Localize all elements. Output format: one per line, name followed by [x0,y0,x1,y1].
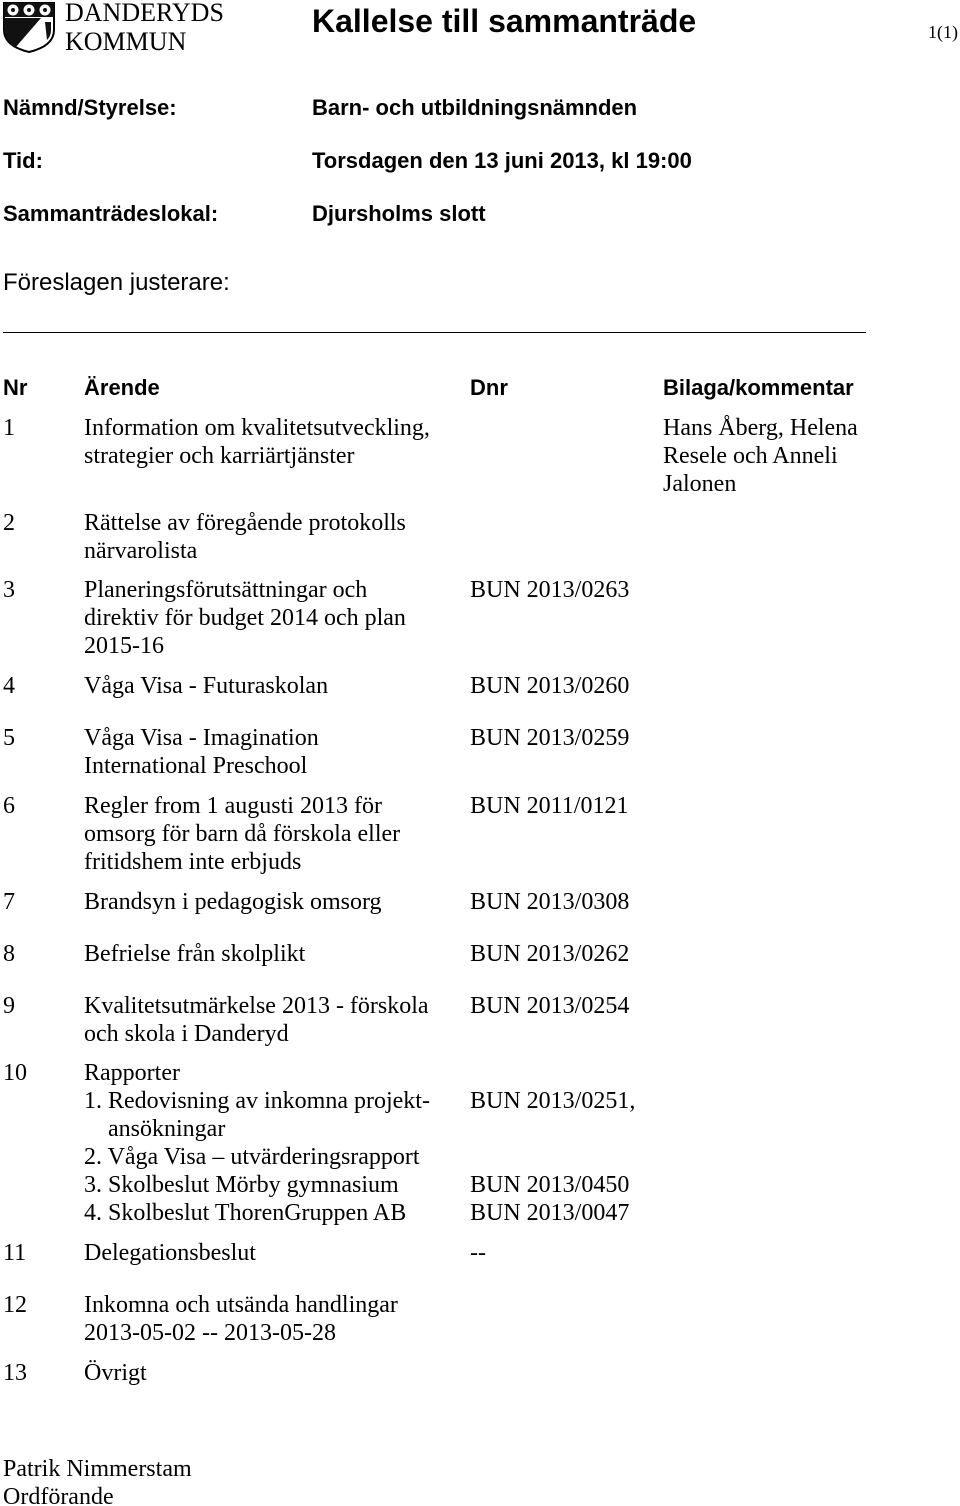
item-number: 9 [3,993,15,1019]
report-subitem-dnr: BUN 2013/0450 [470,1172,630,1198]
item-title-line: Information om kvalitetsutveckling, [84,415,430,441]
item-title-line: International Preschool [84,753,308,779]
item-title [84,1291,398,1347]
item-number: 10 [3,1060,27,1086]
item-number: 7 [3,889,15,915]
item-number: 5 [3,725,15,751]
item-title-line: Rapporter [84,1060,180,1086]
item-title [84,1359,147,1387]
item-title [84,576,406,660]
item-title-line: Befrielse från skolplikt [84,941,306,967]
item-title-line: fritidshem inte erbjuds [84,849,302,875]
item-comment-line: Jalonen [663,471,737,497]
item-number: 12 [3,1292,27,1318]
report-subitem-line: 4. Skolbeslut ThorenGruppen AB [84,1200,407,1226]
column-header-item: Ärende [84,375,160,400]
municipality-name [65,0,224,56]
item-title-line: direktiv för budget 2014 och plan [84,605,406,631]
item-title-line: Brandsyn i pedagogisk omsorg [84,889,382,915]
item-number: 1 [3,415,15,441]
item-title [84,888,382,916]
coat-of-arms-icon [1,0,57,54]
time-label: Tid: [3,148,43,173]
report-subitem-title [84,1143,420,1171]
report-subitem-title [84,1199,406,1227]
item-comment-line: Resele och Anneli [663,443,838,469]
item-dnr: BUN 2013/0254 [470,993,630,1019]
item-number: 2 [3,510,15,536]
item-dnr: BUN 2013/0260 [470,673,630,699]
committee-value: Barn- och utbildningsnämnden [312,95,638,120]
item-number: 6 [3,793,15,819]
item-title-line: Våga Visa - Futuraskolan [84,673,329,699]
item-title-line: Kvalitetsutmärkelse 2013 - förskola [84,993,429,1019]
item-title [84,940,305,968]
report-subitem-title [84,1171,399,1199]
item-title-line: Planeringsförutsättningar och [84,577,368,603]
item-title-line: 2015-16 [84,633,164,659]
item-number: 3 [3,577,15,603]
report-subitem-line: ansökningar [108,1116,226,1142]
item-title [84,509,406,565]
committee-label: Nämnd/Styrelse: [3,95,177,120]
item-dnr: BUN 2013/0308 [470,889,630,915]
item-dnr: -- [470,1240,486,1266]
time-value: Torsdagen den 13 juni 2013, kl 19:00 [312,148,692,173]
signatory-name: Patrik Nimmerstam [3,1456,192,1482]
item-title-line: närvarolista [84,538,198,564]
item-title-line: Delegationsbeslut [84,1240,256,1266]
item-comment-line: Hans Åberg, Helena [663,415,858,441]
column-header-comment: Bilaga/kommentar [663,375,854,400]
item-title-line: Våga Visa - Imagination [84,725,319,751]
column-header-nr: Nr [3,375,28,400]
item-title-line: omsorg för barn då förskola eller [84,821,401,847]
item-dnr: BUN 2011/0121 [470,793,629,819]
column-header-dnr: Dnr [470,375,508,400]
item-dnr: BUN 2013/0259 [470,725,630,751]
item-title-line: strategier och karriärtjänster [84,443,355,469]
report-subitem-line: 2. Våga Visa – utvärderingsrapport [84,1144,420,1170]
page-number: 1(1) [928,22,958,42]
item-comment [663,414,858,498]
item-title [84,992,429,1048]
item-title-line: Inkomna och utsända handlingar [84,1292,398,1318]
item-title [84,792,400,876]
municipality-name-line1: DANDERYDS [65,0,224,27]
item-title [84,1059,180,1087]
item-title [84,724,319,780]
report-subitem-title [84,1087,430,1143]
report-subitem-line: 1. Redovisning av inkomna projekt- [84,1088,430,1114]
item-title-line: och skola i Danderyd [84,1021,289,1047]
item-title [84,672,328,700]
municipality-name-line2: KOMMUN [65,27,187,56]
item-number: 11 [3,1240,27,1266]
document-title: Kallelse till sammanträde [312,3,697,39]
item-dnr: BUN 2013/0263 [470,577,630,603]
report-subitem-line: 3. Skolbeslut Mörby gymnasium [84,1172,399,1198]
item-title-line: Rättelse av föregående protokolls [84,510,406,536]
venue-label: Sammanträdeslokal: [3,201,219,226]
item-number: 8 [3,941,15,967]
item-number: 4 [3,673,15,699]
item-number: 13 [3,1360,27,1386]
item-dnr: BUN 2013/0262 [470,941,630,967]
venue-value: Djursholms slott [312,201,486,226]
item-title-line: 2013-05-02 -- 2013-05-28 [84,1320,336,1346]
report-subitem-dnr: BUN 2013/0047 [470,1200,630,1226]
item-title [84,414,430,470]
item-title-line: Övrigt [84,1360,147,1386]
adjusters-label: Föreslagen justerare: [3,269,230,296]
report-subitem-dnr: BUN 2013/0251, [470,1088,636,1114]
item-title-line: Regler from 1 augusti 2013 för [84,793,382,819]
adjusters-signature-line [3,332,866,333]
item-title [84,1239,256,1267]
signatory-role: Ordförande [3,1484,114,1506]
